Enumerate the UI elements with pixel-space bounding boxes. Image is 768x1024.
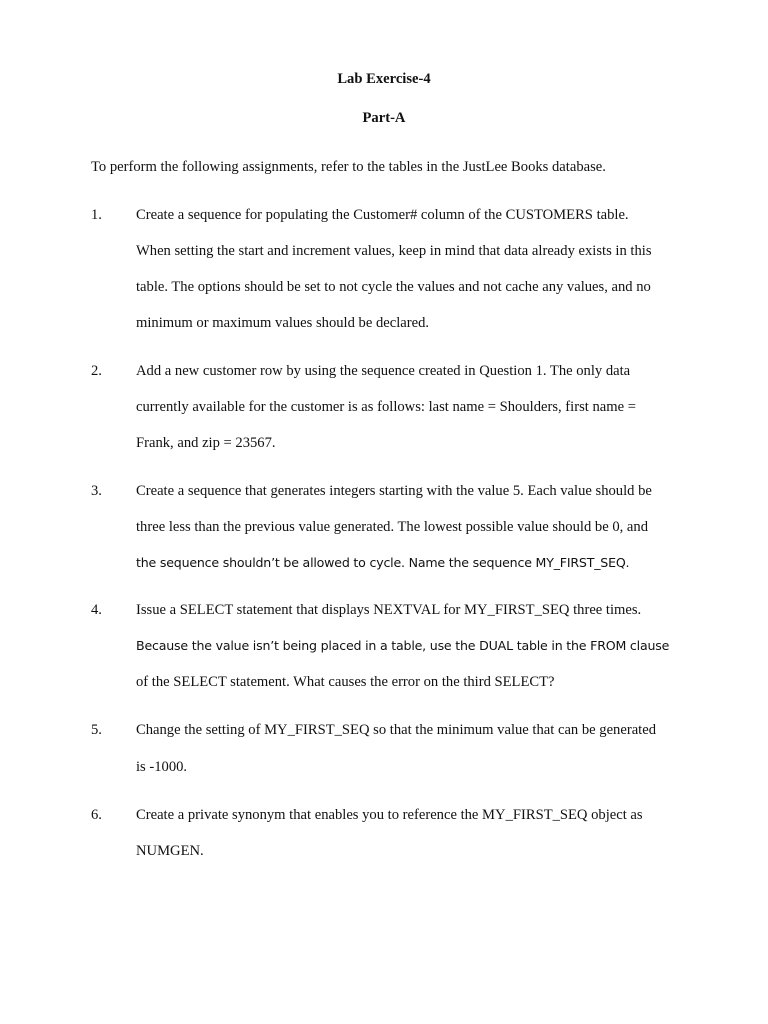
item-number: 4. [91, 602, 102, 618]
item-text-line: When setting the start and increment values, keep in mind that data already exists in this [136, 243, 652, 259]
intro-paragraph: To perform the following assignments, refer to the tables in the JustLee Books database. [91, 159, 606, 175]
item-number: 1. [91, 207, 102, 223]
item-text-line: minimum or maximum values should be declared. [136, 315, 430, 331]
item-number: 5. [91, 722, 102, 738]
item-text-line: Frank, and zip = 23567. [136, 435, 276, 451]
item-text-line: Create a private synonym that enables you to reference the MY_FIRST_SEQ object as [136, 807, 643, 823]
item-number: 2. [91, 363, 102, 379]
item-text-line: Create a sequence that generates integers starting with the value 5. Each value should be [136, 483, 652, 499]
item-text-line: Change the setting of MY_FIRST_SEQ so that the minimum value that can be generated [136, 722, 657, 738]
item-text-line: is -1000. [136, 759, 188, 775]
item-text-line: currently available for the customer is as follows: last name = Shoulders, first name = [136, 399, 636, 415]
item-text-line: Issue a SELECT statement that displays NEXTVAL for MY_FIRST_SEQ three times. [136, 602, 642, 618]
item-text-line: three less than the previous value generated. The lowest possible value should be 0, and [136, 519, 648, 535]
item-text-line: the sequence shouldn’t be allowed to cycle. Name the sequence MY_FIRST_SEQ. [136, 555, 630, 570]
item-text-line: Create a sequence for populating the Customer# column of the CUSTOMERS table. [136, 207, 629, 223]
item-number: 6. [91, 807, 102, 823]
item-text-line: of the SELECT statement. What causes the error on the third SELECT? [136, 674, 555, 690]
item-number: 3. [91, 483, 102, 499]
item-text-line: Because the value isn’t being placed in a table, use the DUAL table in the FROM clause [136, 638, 670, 653]
item-text-line: table. The options should be set to not cycle the values and not cache any values, and no [136, 279, 651, 295]
item-text-line: NUMGEN. [136, 843, 204, 859]
part-heading: Part-A [362, 110, 406, 126]
document-title: Lab Exercise-4 [337, 71, 431, 87]
item-text-line: Add a new customer row by using the sequence created in Question 1. The only data [136, 363, 631, 379]
